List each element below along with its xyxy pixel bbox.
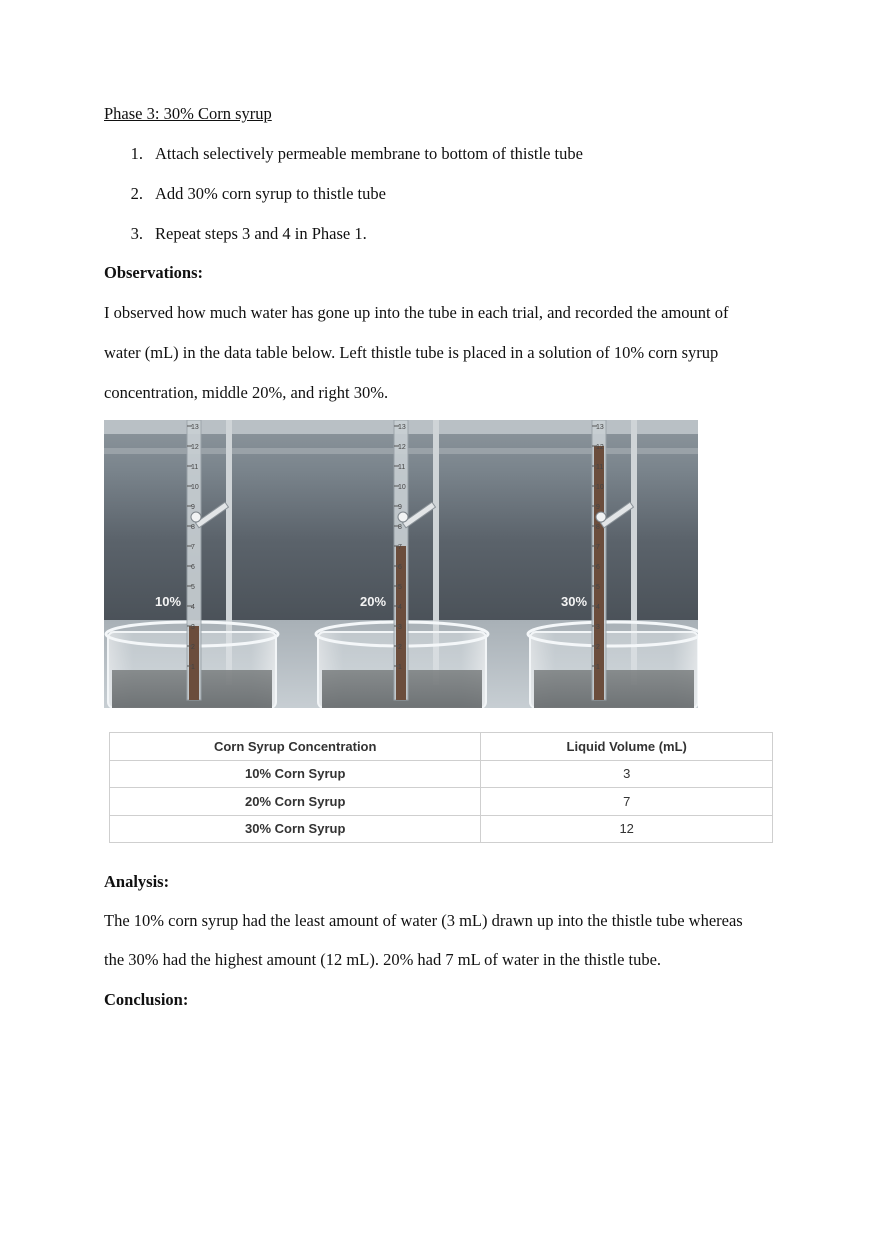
table-cell-volume: 7 [481,788,773,816]
phase3-heading: Phase 3: 30% Corn syrup [104,104,272,123]
step-number: 2. [130,184,143,203]
observations-line: water (mL) in the data table below. Left thistle tube is placed in a solution of 10% corn syrup [104,343,719,362]
clamp-knob [398,512,408,522]
tube-tick-label: 6 [596,564,600,571]
observations-heading: Observations: [104,263,203,282]
tube-tick-label: 6 [398,564,402,571]
tube-tick-label: 11 [398,464,406,471]
step-text: Add 30% corn syrup to thistle tube [155,184,386,203]
tube-tick-label: 12 [398,444,406,451]
tube-tick-label: 1 [398,664,402,671]
table-header-volume: Liquid Volume (mL) [481,733,773,761]
step-text: Repeat steps 3 and 4 in Phase 1. [155,224,367,243]
tube-tick-label: 13 [596,424,604,431]
tube-tick-label: 5 [191,584,195,591]
table-cell-volume: 12 [481,815,773,843]
table-cell-concentration: 10% Corn Syrup [110,760,481,788]
clamp-knob [191,512,201,522]
tube-tick-label: 7 [191,544,195,551]
table-row [110,815,773,843]
tube-tick-label: 5 [596,584,600,591]
osmosis-experiment-photo [104,420,698,708]
tube-tick-label: 2 [191,644,195,651]
tube-tick-label: 9 [191,504,195,511]
tube-tick-label: 4 [398,604,402,611]
concentration-label: 20% [359,594,387,609]
observations-line: I observed how much water has gone up into the tube in each trial, and recorded the amount of [104,303,729,322]
tube-tick-label: 8 [191,524,195,531]
beaker-solution [534,670,694,708]
tube-tick-label: 9 [398,504,402,511]
tube-tick-label: 2 [596,644,600,651]
tube-tick-label: 7 [398,544,402,551]
concentration-label: 30% [560,594,588,609]
tube-tick-label: 1 [596,664,600,671]
step-item [118,224,367,244]
analysis-line: The 10% corn syrup had the least amount of water (3 mL) drawn up into the thistle tube whereas [104,911,743,930]
tube-tick-label: 3 [596,624,600,631]
step-number: 3. [130,224,143,243]
analysis-heading: Analysis: [104,872,170,891]
observations-line: concentration, middle 20%, and right 30%. [104,383,389,402]
tube-tick-label: 12 [596,444,604,451]
data-table [109,732,773,843]
table-cell-concentration: 20% Corn Syrup [110,788,481,816]
table-header-row [110,733,773,761]
step-item [118,184,386,204]
tube-tick-label: 4 [191,604,195,611]
tube-tick-label: 7 [596,544,600,551]
step-number: 1. [130,144,143,163]
conclusion-heading: Conclusion: [104,990,189,1009]
tube-tick-label: 13 [191,424,199,431]
step-item [118,144,583,164]
tube-tick-label: 6 [191,564,195,571]
tube-tick-label: 11 [191,464,199,471]
tube-tick-label: 8 [398,524,402,531]
concentration-label: 10% [154,594,182,609]
table-row [110,788,773,816]
analysis-line: the 30% had the highest amount (12 mL). 20% had 7 mL of water in the thistle tube. [104,950,662,969]
table-header-concentration: Corn Syrup Concentration [110,733,481,761]
tube-tick-label: 13 [398,424,406,431]
step-text: Attach selectively permeable membrane to bottom of thistle tube [155,144,583,163]
clamp-knob [596,512,606,522]
tube-tick-label: 1 [191,664,195,671]
tube-tick-label: 4 [596,604,600,611]
tube-tick-label: 11 [596,464,604,471]
tube-tick-label: 10 [596,484,604,491]
tube-tick-label: 12 [191,444,199,451]
tube-tick-label: 3 [191,624,195,631]
beaker-illustration [104,420,698,708]
liquid-column [189,626,199,700]
tube-tick-label: 9 [596,504,600,511]
tube-tick-label: 10 [191,484,199,491]
table-row [110,760,773,788]
tube-tick-label: 8 [596,524,600,531]
table-cell-concentration: 30% Corn Syrup [110,815,481,843]
tube-tick-label: 5 [398,584,402,591]
tube-tick-label: 2 [398,644,402,651]
tube-tick-label: 10 [398,484,406,491]
tube-tick-label: 3 [398,624,402,631]
table-cell-volume: 3 [481,760,773,788]
